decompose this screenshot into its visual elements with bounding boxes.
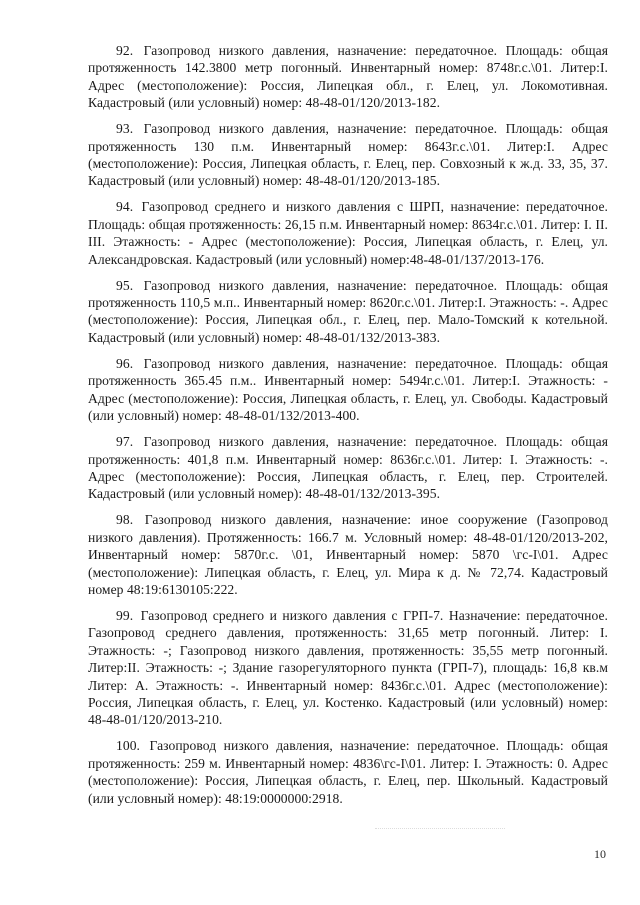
item-number: 97. [116, 434, 134, 450]
item-number: 93. [116, 121, 134, 137]
item-text: Газопровод низкого давления, назначение: передаточное. Площадь: общая протяженность 142.3800 метр погонный. Инвентарный номер: 8748г.с.\01. Литер:I. Адрес (местоположение): Россия, Липецкая обл., г. Елец, ул. Локомотивная. Кадастровый (или условный) номер: 48-48-01/120/2013-182. [88, 43, 608, 111]
item-text: Газопровод низкого давления, назначение: передаточное. Площадь: общая протяженность: 259 м. Инвентарный номер: 4836\гс-I\01. Литер: I. Этажность: 0. Адрес (местоположение): Россия, Липецкая область, г. Елец, пер. Школьный. Кадастровый (или условный номер): 48:19:0000000:2918. [88, 738, 608, 806]
list-item-93 [88, 120, 608, 190]
list-item-96 [88, 355, 608, 425]
item-number: 99. [116, 607, 134, 623]
item-number: 98. [116, 512, 134, 528]
item-number: 95. [116, 277, 134, 293]
list-item-92 [88, 42, 608, 112]
item-text: Газопровод среднего и низкого давления с ГРП-7. Назначение: передаточное. Газопровод среднего давления, протяженность: 31,65 метр погонный. Литер: I. Этажность: -; Газопровод низкого давления, протяженность: 35,55 метр погонный. Литер:II. Этажность: -; Здание газорегуляторного пункта (ГРП-7), площадь: 16,8 кв.м Литер: А. Этажность: -. Инвентарный номер: 8436г.с.\01. Адрес (местоположение): Россия, Липецкая область, г. Елец, ул. Костенко. Кадастровый (или условный) номер: 48-48-01/120/2013-210. [88, 607, 608, 728]
item-text: Газопровод низкого давления, назначение: передаточное. Площадь: общая протяженность 130 п.м. Инвентарный номер: 8643г.с.\01. Литер:I. Адрес (местоположение): Россия, Липецкая область, г. Елец, пер. Совхозный к ж.д. 33, 35, 37. Кадастровый (или условный) номер: 48-48-01/120/2013-185. [88, 121, 608, 189]
scan-artifact [375, 828, 505, 833]
item-text: Газопровод низкого давления, назначение: иное сооружение (Газопровод низкого давления). Протяженность: 166.7 м. Условный номер: 48-48-01/120/2013-202, Инвентарный номер: 5870г.с. \01, Инвентарный номер: 5870 \гс-I\01. Адрес (местоположение): Липецкая область, г. Елец, ул. Мира к д. № 72,74. Кадастровый номер 48:19:6130105:222. [88, 512, 608, 597]
item-number: 96. [116, 355, 134, 371]
list-item-94 [88, 198, 608, 268]
item-number: 92. [116, 43, 134, 58]
document-body [88, 42, 608, 816]
item-text: Газопровод низкого давления, назначение: передаточное. Площадь: общая протяженность: 401,8 п.м. Инвентарный номер: 8636г.с.\01. Литер: I. Этажность: -. Адрес (местоположение): Россия, Липецкая область, г. Елец, пер. Строителей. Кадастровый (или условный номер): 48-48-01/132/2013-395. [88, 434, 608, 502]
list-item-97 [88, 433, 608, 503]
item-text: Газопровод среднего и низкого давления с ШРП, назначение: передаточное. Площадь: общая протяженность: 26,15 п.м. Инвентарный номер: 8634г.с.\01. Литер: I. II. III. Этажность: - Адрес (местоположение): Россия, Липецкая область, г. Елец, ул. Александровская. Кадастровый (или условный) номер:48-48-01/137/2013-176. [88, 199, 608, 267]
page-number: 10 [594, 847, 606, 861]
item-text: Газопровод низкого давления, назначение: передаточное. Площадь: общая протяженность 110,5 м.п.. Инвентарный номер: 8620г.с.\01. Литер:I. Этажность: -. Адрес (местоположение): Россия, Липецкая обл., г. Елец, пер. Мало-Томский к котельной. Кадастровый (или условный) номер: 48-48-01/132/2013-383. [88, 277, 608, 345]
item-number: 94. [116, 199, 134, 215]
list-item-99 [88, 607, 608, 729]
list-item-100 [88, 737, 608, 807]
list-item-98 [88, 511, 608, 598]
list-item-95 [88, 277, 608, 347]
item-text: Газопровод низкого давления, назначение: передаточное. Площадь: общая протяженность 365.45 п.м.. Инвентарный номер: 5494г.с.\01. Литер:I. Этажность: - Адрес (местоположение): Россия, Липецкая область, г. Елец, ул. Свободы. Кадастровый (или условный) номер: 48-48-01/132/2013-400. [88, 355, 608, 424]
item-number: 100. [116, 738, 140, 754]
